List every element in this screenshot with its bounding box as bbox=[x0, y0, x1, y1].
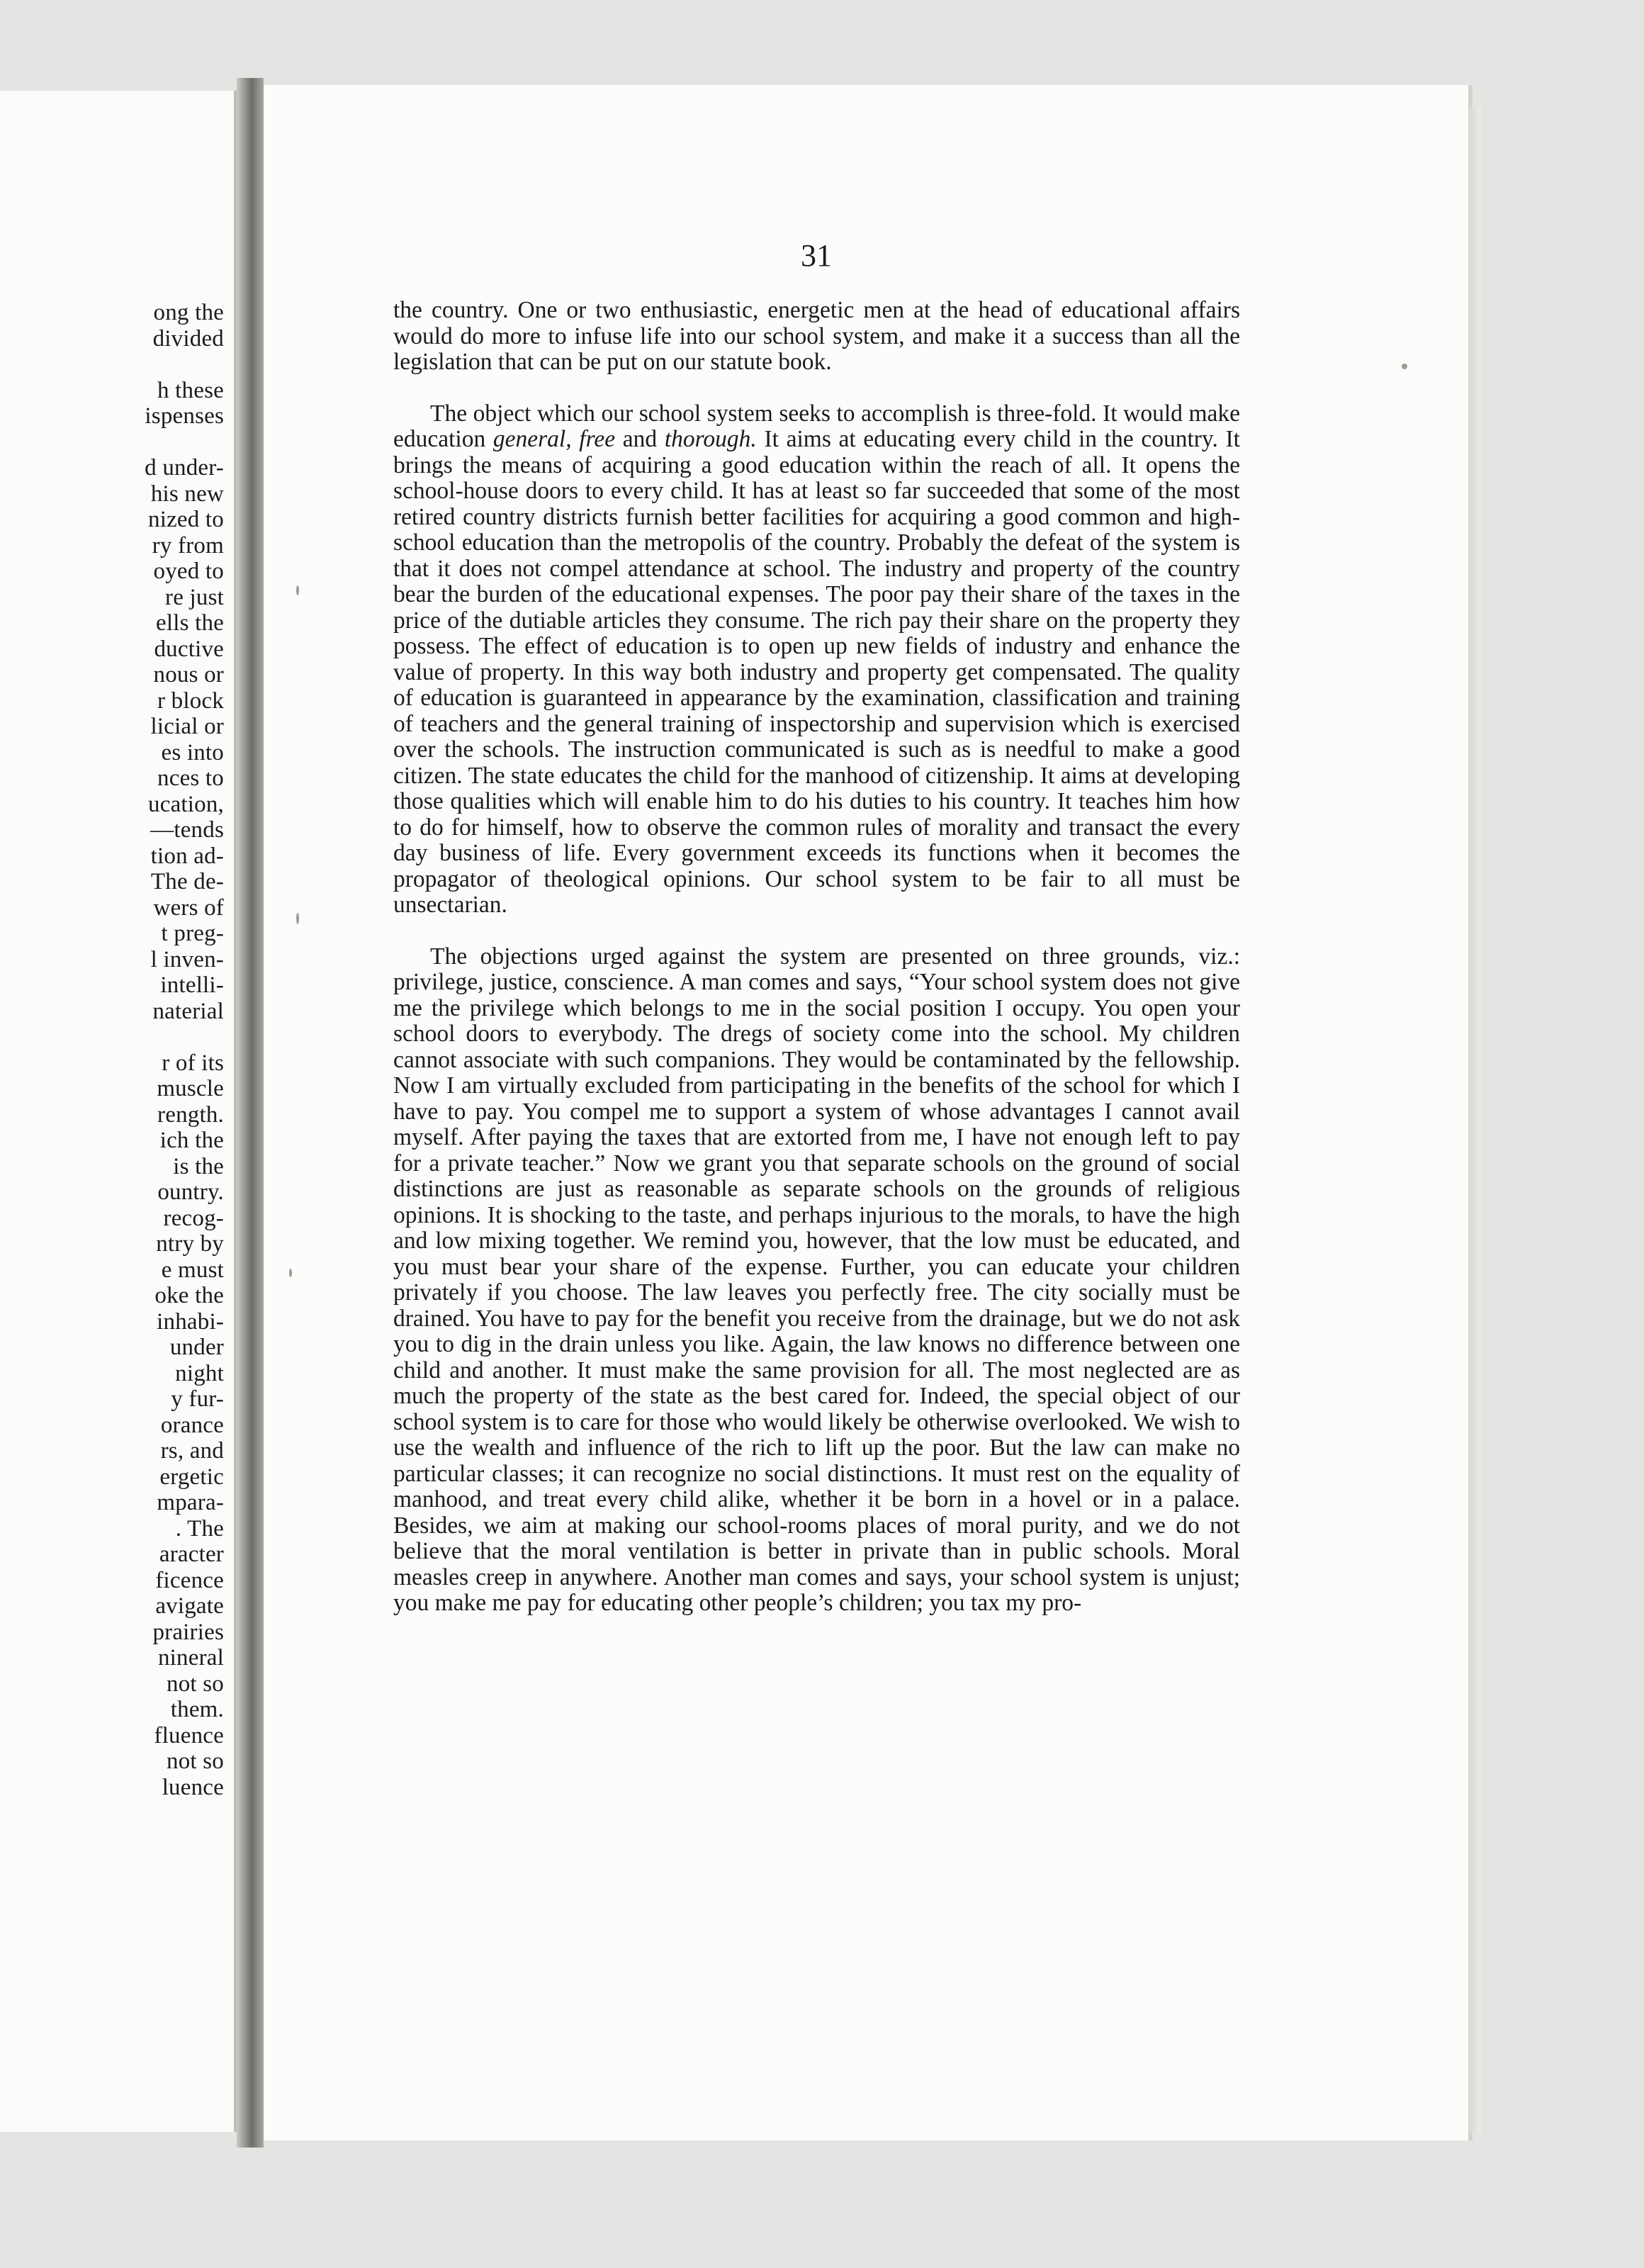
previous-page-gap bbox=[0, 430, 224, 456]
previous-page-line: them. bbox=[170, 1697, 224, 1722]
previous-page-line: his new bbox=[150, 481, 224, 507]
previous-page-line: ispenses bbox=[145, 403, 224, 429]
page-edge bbox=[1468, 106, 1481, 2133]
previous-page-line: r of its bbox=[162, 1050, 224, 1076]
previous-page-line: tion ad- bbox=[150, 843, 224, 869]
paragraph-object-of-school-system bbox=[393, 401, 1240, 919]
previous-page-line: oyed to bbox=[153, 558, 224, 584]
previous-page-line: es into bbox=[161, 739, 224, 765]
previous-page-line: rength. bbox=[157, 1101, 224, 1128]
paragraph-text: The object which our school system seeks to accomplish is three-fold. It would make education bbox=[393, 400, 1240, 452]
previous-page-line: nineral bbox=[157, 1645, 224, 1671]
previous-page-line: licial or bbox=[150, 714, 224, 739]
previous-page-line: nces to bbox=[157, 765, 224, 791]
previous-page-gap bbox=[0, 352, 224, 378]
italic-phrase: general, free bbox=[492, 426, 616, 452]
previous-page-line: t preg- bbox=[161, 921, 224, 946]
previous-page-line: —tends bbox=[150, 817, 224, 843]
page-number: 31 bbox=[801, 238, 832, 273]
italic-phrase: thorough. bbox=[664, 426, 757, 452]
previous-page-line: ucation, bbox=[148, 791, 224, 817]
dust-speck bbox=[296, 585, 299, 595]
previous-page-line: mpara- bbox=[157, 1490, 224, 1515]
paragraph-text: and bbox=[615, 426, 665, 452]
previous-page-line: l inven- bbox=[150, 946, 224, 972]
book-gutter bbox=[237, 78, 264, 2148]
previous-page-gap bbox=[0, 1024, 224, 1050]
previous-page-line: e must bbox=[161, 1257, 224, 1283]
previous-page-line: intelli- bbox=[160, 972, 224, 998]
previous-page-line: re just bbox=[165, 584, 224, 610]
previous-page-line: muscle bbox=[157, 1076, 224, 1101]
dust-speck bbox=[296, 913, 299, 924]
previous-page-fragment bbox=[0, 91, 237, 2132]
previous-page-line: luence bbox=[162, 1774, 224, 1800]
previous-page-line: under bbox=[169, 1335, 224, 1360]
page-body-text bbox=[393, 298, 1240, 1642]
previous-page-line: is the bbox=[173, 1153, 224, 1179]
previous-page-line: recog- bbox=[163, 1205, 224, 1231]
previous-page-line: ountry. bbox=[157, 1179, 224, 1205]
previous-page-line: fluence bbox=[154, 1722, 224, 1748]
previous-page-line: ntry by bbox=[156, 1231, 224, 1257]
previous-page-line: oke the bbox=[154, 1283, 224, 1308]
paragraph-objections: The objections urged against the system are presented on three grounds, viz.: privilege, justice, conscience. A man comes and says, “Your school system does not give me the privilege which belongs to me in the social position I occupy. You open your school doors to everybody. The dregs of society come into the school. My children cannot associate with such companions. They would be contaminated by the fellowship. Now I am virtually excluded from participating in the benefits of the school for which I have to pay. You compel me to support a system of whose advantages I cannot avail myself. After paying the taxes that are extorted from me, I have not enough left to pay for a private teacher.” Now we grant you that separate schools on the ground of social distinctions are just as reasonable as separate schools on the grounds of religious opinions. It is shocking to the taste, and perhaps injurious to the morals, to have the high and low mixing together. We remind you, however, that the low must be educated, and you must bear your share of the expense. Further, you can educate your children privately if you choose. The law leaves you perfectly free. The city socially must be drained. You have to pay for the benefit you receive from the drainage, but we do not ask you to dig in the drain unless you like. Again, the law knows no difference between one child and another. It must make the same provision for all. The most neglected are as much the property of the state as the best cared for. Indeed, the special object of our school system is to care for those who would likely be otherwise overlooked. We wish to use the wealth and influence of the rich to lift up the poor. But the law can make no particular classes; it can recognize no social distinctions. It must rest on the equality of manhood, and treat every child alike, whether it be born in a hovel or in a palace. Besides, we aim at making our school-rooms places of moral purity, and we do not believe that the moral ventilation is better in private than in public schools. Moral measles creep in anywhere. Another man comes and says, your school system is unjust; you make me pay for educating other people’s children; you tax my pro- bbox=[393, 943, 1240, 1616]
previous-page-line: wers of bbox=[153, 894, 224, 921]
previous-page-line: night bbox=[175, 1360, 224, 1386]
previous-page-line: ry from bbox=[152, 532, 224, 558]
previous-page-line: orance bbox=[160, 1412, 224, 1438]
previous-page-line: r block bbox=[157, 687, 224, 714]
previous-page-line: The de- bbox=[150, 869, 224, 894]
previous-page-line: ong the bbox=[153, 300, 224, 325]
previous-page-line: y fur- bbox=[171, 1386, 224, 1412]
previous-page-line: not so bbox=[167, 1671, 224, 1697]
previous-page-line: ells the bbox=[156, 610, 224, 636]
previous-page-line: ich the bbox=[159, 1128, 224, 1153]
previous-page-line: naterial bbox=[152, 998, 224, 1024]
paragraph-text: It aims at educating every child in the country. It brings the means of acquiring a good education within the reach of all. It opens the school-house doors to every child. It has at least so far succeeded that some of the most retired country districts furnish better facilities for acquiring a good common and high-school education than the metropolis of the country. Probably the defeat of the system is that it does not compel attendance at school. The industry and property of the country bear the burden of the educational expenses. The poor pay their share of the taxes in the price of the dutiable articles they consume. The rich pay their share on the property they possess. The effect of education is to open up new fields of industry and enhance the value of property. In this way both industry and property get compensated. The quality of education is guaranteed in appearance by the examination, classification and training of teachers and the general training of inspectorship and supervision which is exercised over the schools. The instruction communicated is such as is needful to make a good citizen. The state educates the child for the manhood of citizenship. It aims at developing those qualities which will enable him to do his duties to his country. It teaches him how to do for himself, how to observe the common rules of morality and transact the every day business of life. Every government exceeds its functions when it becomes the propagator of theological opinions. Our school system to be fair to all must be unsectarian. bbox=[393, 426, 1240, 918]
previous-page-line: rs, and bbox=[160, 1438, 224, 1464]
previous-page-line: not so bbox=[167, 1748, 224, 1774]
dust-speck bbox=[289, 1269, 292, 1277]
previous-page-line: avigate bbox=[155, 1593, 224, 1619]
previous-page-line: aracter bbox=[159, 1542, 224, 1567]
previous-page-line: h these bbox=[157, 377, 224, 403]
dust-speck bbox=[1402, 364, 1407, 369]
previous-page-line: . The bbox=[175, 1515, 224, 1542]
previous-page-line: ficence bbox=[155, 1567, 224, 1593]
previous-page-line: prairies bbox=[152, 1619, 224, 1645]
previous-page-text-column bbox=[0, 300, 224, 1800]
previous-page-line: d under- bbox=[145, 455, 224, 481]
previous-page-line: inhabi- bbox=[157, 1308, 224, 1335]
previous-page-line: nized to bbox=[148, 507, 224, 532]
paragraph-continuation: the country. One or two enthusiastic, energetic men at the head of educational affairs would do more to infuse life into our school system, and make it a success than all the legislation that can be put on our statute book. bbox=[393, 297, 1240, 375]
previous-page-line: divided bbox=[152, 325, 224, 352]
previous-page-line: ergetic bbox=[159, 1464, 224, 1490]
previous-page-line: ductive bbox=[154, 636, 224, 662]
previous-page-line: nous or bbox=[153, 662, 224, 687]
